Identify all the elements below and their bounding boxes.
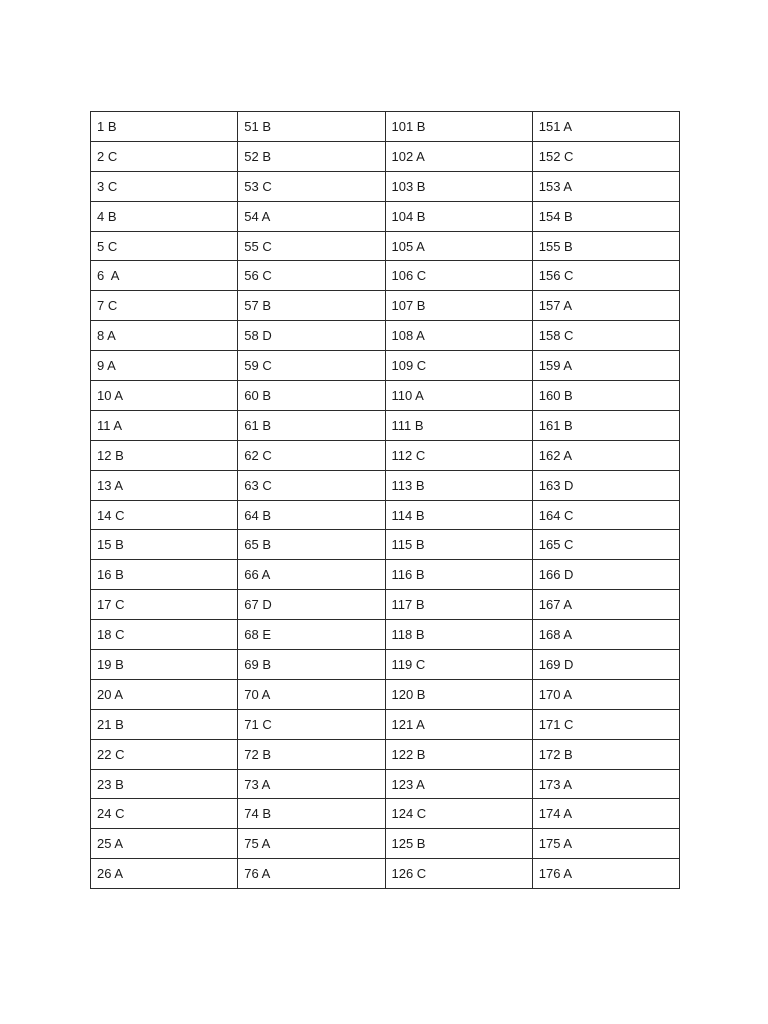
table-row <box>91 381 680 411</box>
answer-cell: 13 A <box>91 470 238 500</box>
answer-key-table <box>90 111 680 889</box>
answer-cell: 121 A <box>385 709 532 739</box>
answer-key-body <box>91 112 680 889</box>
answer-cell: 22 C <box>91 739 238 769</box>
answer-cell: 20 A <box>91 679 238 709</box>
answer-cell: 62 C <box>238 440 385 470</box>
answer-cell: 21 B <box>91 709 238 739</box>
answer-cell: 53 C <box>238 171 385 201</box>
answer-cell: 165 C <box>532 530 679 560</box>
answer-cell: 157 A <box>532 291 679 321</box>
table-row <box>91 829 680 859</box>
answer-cell: 11 A <box>91 410 238 440</box>
table-row <box>91 171 680 201</box>
table-row <box>91 679 680 709</box>
answer-cell: 104 B <box>385 201 532 231</box>
answer-cell: 69 B <box>238 650 385 680</box>
table-row <box>91 530 680 560</box>
answer-cell: 119 C <box>385 650 532 680</box>
table-row <box>91 470 680 500</box>
answer-cell: 173 A <box>532 769 679 799</box>
table-row <box>91 141 680 171</box>
answer-cell: 6 A <box>91 261 238 291</box>
answer-cell: 63 C <box>238 470 385 500</box>
answer-cell: 171 C <box>532 709 679 739</box>
answer-cell: 172 B <box>532 739 679 769</box>
answer-cell: 9 A <box>91 351 238 381</box>
answer-cell: 160 B <box>532 381 679 411</box>
answer-cell: 105 A <box>385 231 532 261</box>
table-row <box>91 859 680 889</box>
answer-cell: 57 B <box>238 291 385 321</box>
answer-cell: 115 B <box>385 530 532 560</box>
answer-cell: 109 C <box>385 351 532 381</box>
answer-cell: 1 B <box>91 112 238 142</box>
answer-cell: 58 D <box>238 321 385 351</box>
answer-cell: 118 B <box>385 620 532 650</box>
table-row <box>91 769 680 799</box>
answer-cell: 153 A <box>532 171 679 201</box>
table-row <box>91 291 680 321</box>
table-row <box>91 620 680 650</box>
table-row <box>91 739 680 769</box>
answer-cell: 75 A <box>238 829 385 859</box>
table-row <box>91 650 680 680</box>
answer-cell: 117 B <box>385 590 532 620</box>
answer-cell: 111 B <box>385 410 532 440</box>
answer-cell: 23 B <box>91 769 238 799</box>
answer-cell: 113 B <box>385 470 532 500</box>
answer-cell: 161 B <box>532 410 679 440</box>
answer-cell: 52 B <box>238 141 385 171</box>
answer-cell: 71 C <box>238 709 385 739</box>
answer-cell: 51 B <box>238 112 385 142</box>
answer-cell: 102 A <box>385 141 532 171</box>
answer-cell: 162 A <box>532 440 679 470</box>
answer-cell: 106 C <box>385 261 532 291</box>
table-row <box>91 590 680 620</box>
table-row <box>91 231 680 261</box>
answer-cell: 24 C <box>91 799 238 829</box>
answer-cell: 2 C <box>91 141 238 171</box>
table-row <box>91 410 680 440</box>
table-row <box>91 201 680 231</box>
table-row <box>91 799 680 829</box>
answer-cell: 168 A <box>532 620 679 650</box>
table-row <box>91 709 680 739</box>
answer-cell: 112 C <box>385 440 532 470</box>
answer-cell: 108 A <box>385 321 532 351</box>
answer-cell: 14 C <box>91 500 238 530</box>
answer-cell: 15 B <box>91 530 238 560</box>
answer-cell: 163 D <box>532 470 679 500</box>
answer-cell: 76 A <box>238 859 385 889</box>
answer-cell: 125 B <box>385 829 532 859</box>
answer-cell: 5 C <box>91 231 238 261</box>
answer-cell: 154 B <box>532 201 679 231</box>
answer-cell: 126 C <box>385 859 532 889</box>
answer-cell: 16 B <box>91 560 238 590</box>
answer-cell: 19 B <box>91 650 238 680</box>
answer-cell: 70 A <box>238 679 385 709</box>
answer-cell: 174 A <box>532 799 679 829</box>
answer-cell: 151 A <box>532 112 679 142</box>
answer-cell: 167 A <box>532 590 679 620</box>
table-row <box>91 351 680 381</box>
answer-cell: 8 A <box>91 321 238 351</box>
table-row <box>91 112 680 142</box>
answer-cell: 64 B <box>238 500 385 530</box>
answer-cell: 72 B <box>238 739 385 769</box>
answer-cell: 107 B <box>385 291 532 321</box>
answer-cell: 73 A <box>238 769 385 799</box>
answer-cell: 123 A <box>385 769 532 799</box>
table-row <box>91 321 680 351</box>
answer-cell: 164 C <box>532 500 679 530</box>
table-row <box>91 560 680 590</box>
answer-cell: 175 A <box>532 829 679 859</box>
answer-cell: 155 B <box>532 231 679 261</box>
table-row <box>91 261 680 291</box>
answer-cell: 116 B <box>385 560 532 590</box>
answer-cell: 124 C <box>385 799 532 829</box>
answer-cell: 159 A <box>532 351 679 381</box>
answer-cell: 56 C <box>238 261 385 291</box>
answer-cell: 170 A <box>532 679 679 709</box>
answer-cell: 176 A <box>532 859 679 889</box>
answer-cell: 18 C <box>91 620 238 650</box>
answer-cell: 122 B <box>385 739 532 769</box>
answer-cell: 158 C <box>532 321 679 351</box>
answer-cell: 114 B <box>385 500 532 530</box>
answer-cell: 55 C <box>238 231 385 261</box>
answer-cell: 59 C <box>238 351 385 381</box>
answer-cell: 61 B <box>238 410 385 440</box>
answer-cell: 4 B <box>91 201 238 231</box>
answer-cell: 12 B <box>91 440 238 470</box>
answer-cell: 7 C <box>91 291 238 321</box>
answer-cell: 17 C <box>91 590 238 620</box>
answer-cell: 120 B <box>385 679 532 709</box>
answer-cell: 169 D <box>532 650 679 680</box>
answer-cell: 60 B <box>238 381 385 411</box>
answer-cell: 3 C <box>91 171 238 201</box>
answer-cell: 54 A <box>238 201 385 231</box>
table-row <box>91 500 680 530</box>
answer-cell: 152 C <box>532 141 679 171</box>
answer-cell: 26 A <box>91 859 238 889</box>
table-row <box>91 440 680 470</box>
answer-cell: 66 A <box>238 560 385 590</box>
answer-cell: 10 A <box>91 381 238 411</box>
answer-cell: 166 D <box>532 560 679 590</box>
answer-cell: 110 A <box>385 381 532 411</box>
answer-cell: 68 E <box>238 620 385 650</box>
answer-cell: 74 B <box>238 799 385 829</box>
answer-cell: 156 C <box>532 261 679 291</box>
answer-cell: 67 D <box>238 590 385 620</box>
answer-cell: 25 A <box>91 829 238 859</box>
answer-cell: 101 B <box>385 112 532 142</box>
answer-cell: 103 B <box>385 171 532 201</box>
answer-cell: 65 B <box>238 530 385 560</box>
